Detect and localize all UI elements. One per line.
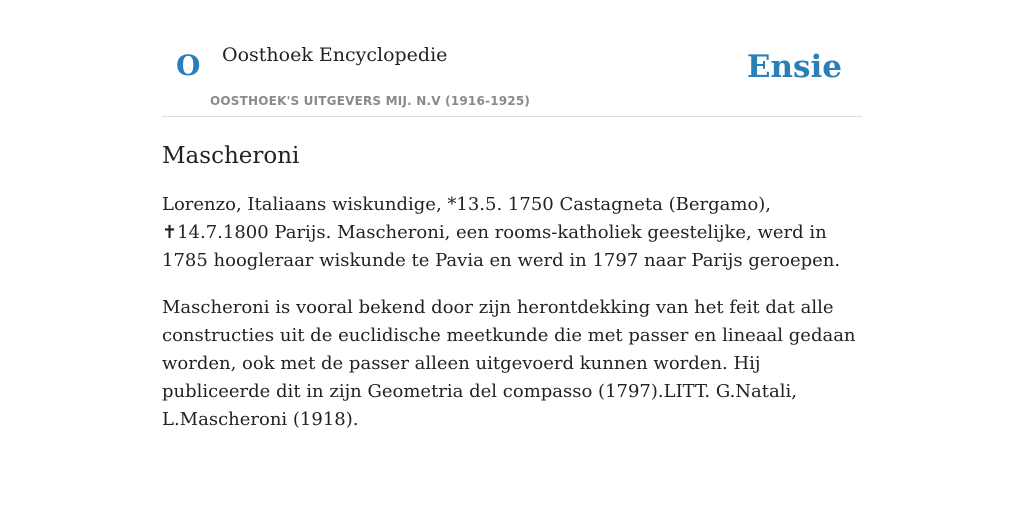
article-paragraph: Mascheroni is vooral bekend door zijn herontdekking van het feit dat alle constructies uit de euclidische meetkunde die met passer en lineaal gedaan worden, ook met de passer alleen uitgevoerd kunnen worden. Hij publiceerde dit in zijn Geometria del compasso (1797).LITT. G.Natali, L.Mascheroni (1918). [162, 297, 856, 430]
ensie-logo-link[interactable]: Ensie [746, 49, 842, 85]
article-paragraph: Lorenzo, Italiaans wiskundige, *13.5. 1750 Castagneta (Bergamo), ✝14.7.1800 Parijs. Mascheroni, een rooms-katholiek geestelijke, werd in 1785 hoogleraar wiskunde te Pavia en werd in 1797 naar Parijs geroepen. [162, 194, 841, 271]
encyclopedia-header [162, 0, 862, 117]
letter-index-link[interactable]: O [176, 49, 201, 82]
article-title: Mascheroni [162, 143, 300, 169]
page [162, 0, 862, 434]
publisher-label: OOSTHOEK'S UITGEVERS MIJ. N.V (1916-1925) [210, 94, 531, 108]
encyclopedia-title-link[interactable]: Oosthoek Encyclopedie [222, 44, 448, 66]
